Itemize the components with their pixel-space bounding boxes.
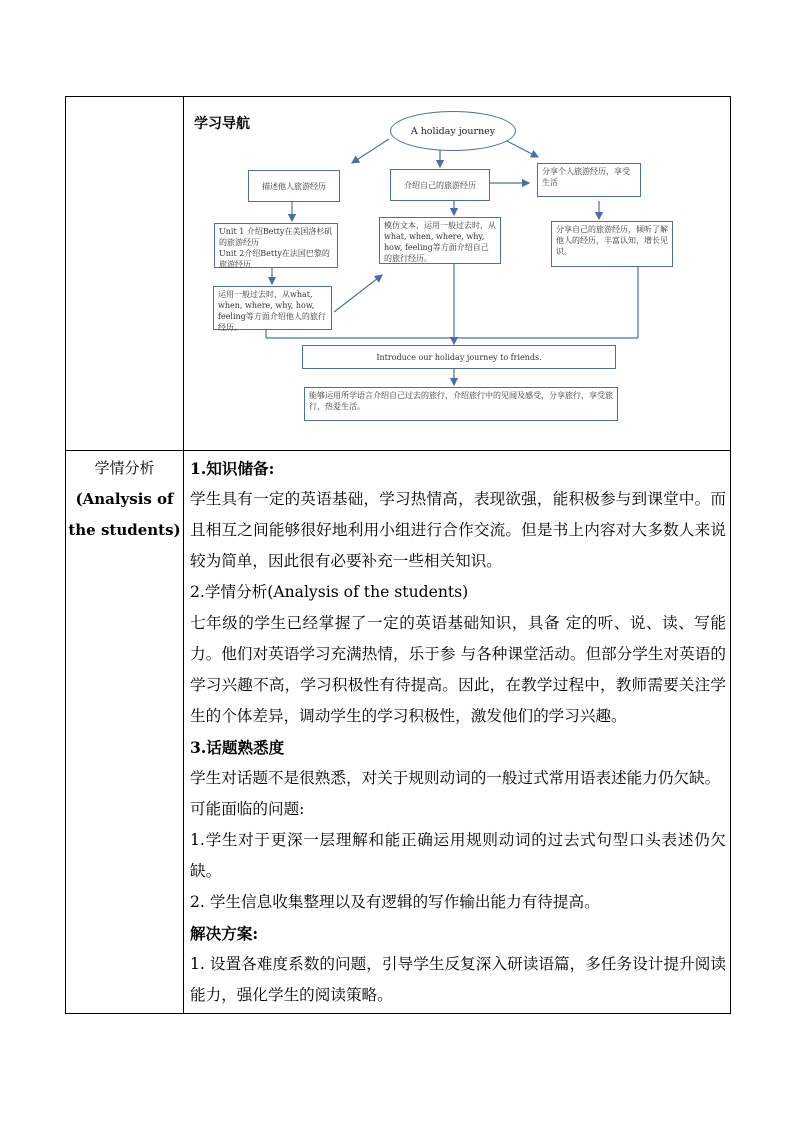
paragraph-knowledge: 学生具有一定的英语基础，学习热情高，表现欲强，能积极参与到课堂中。而且相互之间能够很好地利用小组进行合作交流。但是书上内容对大多数人来说较为简单，因此很有必要补充一些相关知识。 bbox=[190, 490, 726, 570]
analysis-label-en-1: (Analysis of bbox=[75, 490, 174, 508]
analysis-content-cell bbox=[184, 451, 731, 1014]
flowchart-title: 学习导航 bbox=[194, 116, 250, 132]
right-detail: 分享自己的旅游经历，倾听了解他人的经历，丰富认知，增长见识。 bbox=[551, 221, 673, 267]
solution-1: 1. 设置各难度系数的问题，引导学生反复深入研读语篇，多任务设计提升阅读能力，强化学生的阅读策略。 bbox=[190, 955, 726, 1004]
outcome-box: 能够运用所学语言介绍自己过去的旅行，介绍旅行中的见闻及感受，分享旅行，享受旅行，热爱生活。 bbox=[304, 387, 618, 421]
left-detail-1: Unit 1 介绍Betty在美国洛杉矶的旅游经历 Unit 2介绍Betty在法国巴黎的旅游经历 bbox=[214, 223, 338, 268]
middle-node: 介绍自己的旅游经历 bbox=[390, 169, 490, 201]
analysis-content bbox=[184, 451, 730, 1013]
lesson-plan-table bbox=[65, 96, 731, 1014]
flowchart-cell bbox=[184, 97, 731, 451]
left-node: 描述他人旅游经历 bbox=[248, 170, 340, 202]
paragraph-topic: 学生对话题不是很熟悉，对关于规则动词的一般过式常用语表述能力仍欠缺。 bbox=[190, 769, 721, 787]
problem-1: 1.学生对于更深一层理解和能正确运用规则动词的过去式句型口头表述仍欠缺。 bbox=[190, 831, 726, 880]
left-detail-2: 运用一般过去时，从what, when, where, why, how, feeling等方面介绍他人的旅行经历。 bbox=[213, 286, 332, 330]
analysis-label-cn: 学情分析 bbox=[94, 459, 155, 477]
empty-label-cell bbox=[66, 97, 184, 451]
heading-topic: 3.话题熟悉度 bbox=[190, 738, 285, 757]
root-node: A holiday journey bbox=[390, 111, 516, 151]
heading-solutions: 解决方案: bbox=[190, 924, 259, 943]
heading-analysis: 2.学情分析(Analysis of the students) bbox=[190, 583, 469, 601]
analysis-label-cell bbox=[66, 451, 184, 1014]
problem-2: 2. 学生信息收集整理以及有逻辑的写作输出能力有待提高。 bbox=[190, 893, 600, 911]
goal-box: Introduce our holiday journey to friends. bbox=[302, 345, 616, 369]
analysis-label bbox=[66, 453, 183, 546]
middle-detail: 模仿文本，运用一般过去时，从what, when, where, why, how, feeling等方面介绍自己的旅行经历。 bbox=[379, 217, 501, 264]
heading-knowledge: 1.知识储备: bbox=[190, 459, 275, 478]
analysis-row bbox=[66, 451, 731, 1014]
right-node: 分享个人旅游经历，享受生活 bbox=[537, 163, 641, 197]
paragraph-analysis: 七年级的学生已经掌握了一定的英语基础知识，具备 定的听、说、读、写能力。他们对英语学习充满热情，乐于参 与各种课堂活动。但部分学生对英语的学习兴趣不高，学习积极性有待提高。因此，在教学过程中，教师需要关注学生的个体差异，调动学生的学习积极性，激发他们的学习兴趣。 bbox=[190, 614, 726, 725]
heading-problems: 可能面临的问题: bbox=[190, 800, 305, 818]
analysis-label-en-2: the students) bbox=[68, 521, 181, 539]
flowchart-row bbox=[66, 97, 731, 451]
